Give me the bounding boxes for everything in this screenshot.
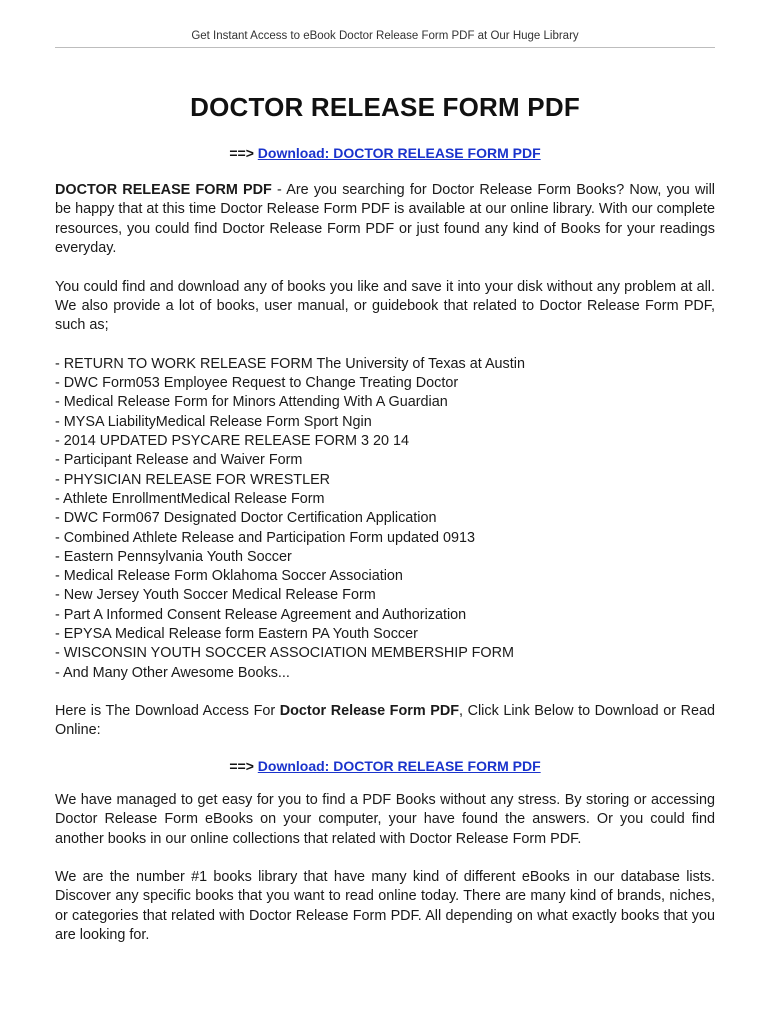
intro-paragraph bbox=[55, 181, 715, 259]
download-line-bottom bbox=[55, 758, 715, 774]
intro-lead: DOCTOR RELEASE FORM PDF bbox=[55, 182, 272, 198]
access-bold: Doctor Release Form PDF bbox=[279, 702, 460, 719]
paragraph-books: You could find and download any of books you like and save it into your disk without any problem at all. We also provide a lot of books, user manual, or guidebook that related to Doctor Release Form PDF, such as; bbox=[55, 278, 715, 334]
book-list bbox=[55, 355, 715, 683]
list-item: - Combined Athlete Release and Participation Form updated 0913 bbox=[55, 529, 475, 546]
download-prefix: ==> bbox=[229, 145, 254, 161]
page-title: DOCTOR RELEASE FORM PDF bbox=[190, 92, 580, 122]
paragraph-stress: We have managed to get easy for you to find a PDF Books without any stress. By storing or accessing Doctor Release Form eBooks on your computer, your have found the answers. Or you could find another books in our online collections that related with Doctor Release Form PDF. bbox=[55, 791, 715, 847]
list-item: - WISCONSIN YOUTH SOCCER ASSOCIATION MEMBERSHIP FORM bbox=[55, 645, 514, 662]
page-header bbox=[55, 30, 715, 48]
access-pre: Here is The Download Access For bbox=[55, 702, 280, 719]
list-item: - Athlete EnrollmentMedical Release Form bbox=[55, 490, 325, 507]
list-item: - DWC Form053 Employee Request to Change Treating Doctor bbox=[55, 375, 459, 392]
list-item: - RETURN TO WORK RELEASE FORM The University of Texas at Austin bbox=[55, 355, 525, 372]
access-post: , Click Link Below to Download or Read Online: bbox=[55, 702, 715, 739]
list-item: - EPYSA Medical Release form Eastern PA Youth Soccer bbox=[55, 626, 418, 642]
paragraph-library: We are the number #1 books library that have many kind of different eBooks in our database lists. Discover any specific books that you want to read online today. There are many kind of brands, niches, or categories that related with Doctor Release Form PDF. All depending on what exactly books that you are looking for. bbox=[55, 868, 715, 944]
list-item: - PHYSICIAN RELEASE FOR WRESTLER bbox=[55, 471, 331, 488]
list-item: - Eastern Pennsylvania Youth Soccer bbox=[55, 548, 292, 565]
list-item: - Medical Release Form Oklahoma Soccer Association bbox=[55, 568, 403, 585]
access-paragraph bbox=[55, 702, 715, 741]
download-link-bottom[interactable]: Download: DOCTOR RELEASE FORM PDF bbox=[257, 757, 541, 774]
intro-text: - Are you searching for Doctor Release Form Books? Now, you will be happy that at this time Doctor Release Form PDF is available at our online library. With our complete resources, you could find Doctor Release Form PDF or just found any kind of Books for your readings everyday. bbox=[55, 182, 715, 257]
document-body bbox=[55, 92, 715, 946]
list-item: - Participant Release and Waiver Form bbox=[55, 452, 303, 469]
list-item: - Medical Release Form for Minors Attending With A Guardian bbox=[55, 394, 448, 411]
list-item: - DWC Form067 Designated Doctor Certification Application bbox=[55, 510, 437, 527]
header-text: Get Instant Access to eBook Doctor Release Form PDF at Our Huge Library bbox=[191, 30, 579, 42]
download-prefix: ==> bbox=[229, 757, 254, 774]
list-item: - MYSA LiabilityMedical Release Form Sport Ngin bbox=[55, 413, 372, 430]
list-item: - New Jersey Youth Soccer Medical Release Form bbox=[55, 587, 376, 604]
list-item: - Part A Informed Consent Release Agreement and Authorization bbox=[55, 606, 467, 623]
download-line-top bbox=[55, 145, 715, 161]
list-item: - 2014 UPDATED PSYCARE RELEASE FORM 3 20 14 bbox=[55, 433, 410, 450]
list-item: - And Many Other Awesome Books... bbox=[55, 664, 290, 681]
download-link-top[interactable]: Download: DOCTOR RELEASE FORM PDF bbox=[257, 145, 541, 161]
